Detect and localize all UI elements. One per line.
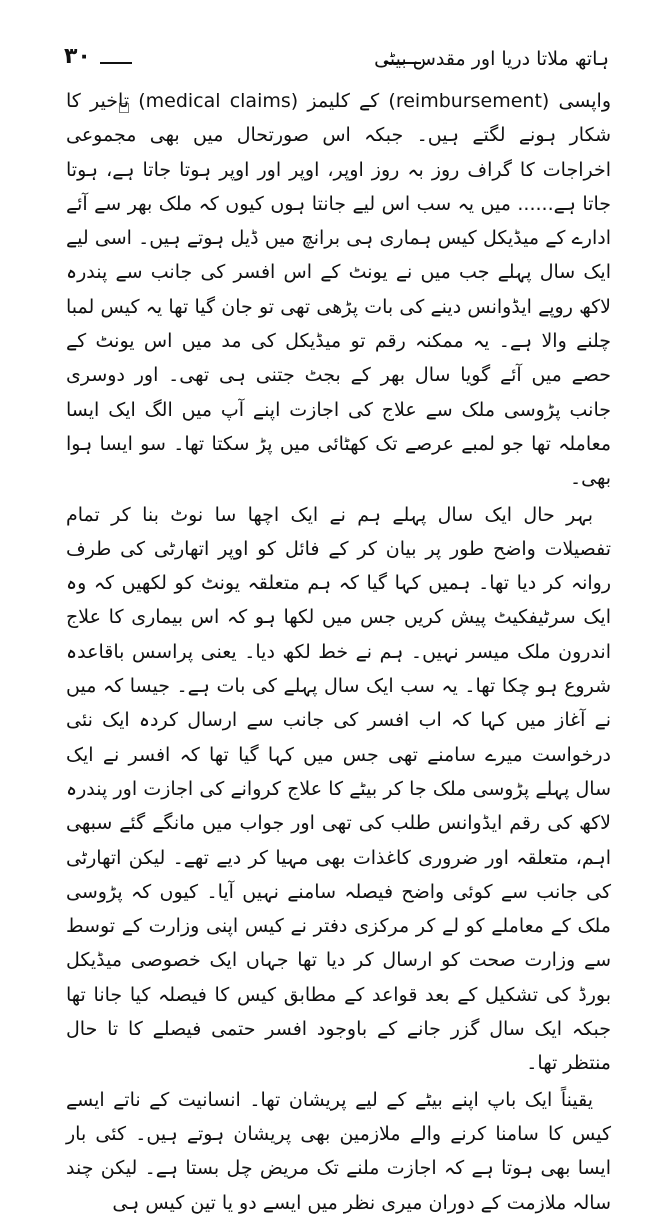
- book-title: ہاتھ ملاتا دریا اور مقدس بیٹی: [374, 48, 609, 70]
- running-header: [64, 44, 609, 78]
- paragraph: بہر حال ایک سال پہلے ہم نے ایک اچھا سا نوٹ بنا کر تمام تفصیلات واضح طور پر بیان کر کے فائل کو اوپر اتھارٹی کی طرف روانہ کر دیا تھا۔ ہمیں کہا گیا کہ ہم متعلقہ یونٹ کو لکھیں کہ وہ ایک سرٹیفکیٹ پیش کریں جس میں لکھا ہو کہ اس بیماری کا علاج اندرون ملک میسر نہیں۔ ہم نے خط لکھ دیا۔ یعنی پراسس باقاعدہ شروع ہو چکا تھا۔ یہ سب ایک سال پہلے کی بات ہے۔ جیسا کہ میں نے آغاز میں کہا کہ اب افسر کی جانب سے ارسال کردہ ایک نئی درخواست میرے سامنے تھی جس میں کہا گیا تھا کہ افسر نے ایک سال پہلے پڑوسی ملک جا کر بیٹے کا علاج کروانے کی اجازت اور پندرہ لاکھ کی رقم ایڈوانس طلب کی تھی اور جواب میں مانگے گئے سبھی اہم، متعلقہ اور ضروری کاغذات بھی مہیا کر دیے تھے۔ لیکن اتھارٹی کی جانب سے کوئی واضح فیصلہ سامنے نہیں آیا۔ کیوں کہ پڑوسی ملک کے معاملے کو لے کر مرکزی دفتر نے کیس اپنی وزارت کے توسط سے وزارت صحت کو ارسال کر دیا تھا جہاں ایک خصوصی میڈیکل بورڈ کی تشکیل کے بعد قواعد کے مطابق کیس کا فیصلہ کیا جانا تھا جبکہ ایک سال گزر جانے کے باوجود افسر حتمی فیصلے کا تا حال منتظر تھا۔: [66, 503, 611, 1075]
- page-number: ۳۰: [64, 44, 91, 69]
- paragraph: یقیناً ایک باپ اپنے بیٹے کے لیے پریشان تھا۔ انسانیت کے ناتے ایسے کیس کا سامنا کرنے والے ملازمین بھی پریشان ہوتے ہیں۔ کئی بار ایسا بھی ہوتا ہے کہ اجازت ملنے تک مریض چل بستا ہے۔ لیکن چند سالہ ملازمت کے دوران میری نظر میں ایسے دو یا تین کیس ہی: [66, 1088, 611, 1214]
- page-number-rule: [100, 62, 132, 64]
- body-text: [66, 84, 611, 1220]
- paragraph: واپسی (reimbursement) کے کلیمز (medical claims) تاخیر کا شکار ہونے لگتے ہیں۔ جبکہ اس صورتحال میں بھی مجموعی اخراجات کا گراف روز بہ روز اوپر، اوپر اور اوپر ہوتا جاتا ہے، ہوتا جاتا ہے...... میں یہ سب اس لیے جانتا ہوں کیوں کہ ملک بھر سے آئے ادارے کے میڈیکل کیس ہماری ہی برانچ میں ڈیل ہوتے ہیں۔ اسی لیے ایک سال پہلے جب میں نے یونٹ کے اس افسر کی جانب سے پندرہ لاکھ روپے ایڈوانس دینے کی بات پڑھی تھی تو جان گیا تھا یہ کیس لمبا چلنے والا ہے۔ یہ ممکنہ رقم تو میڈیکل کی مد میں اس یونٹ کے حصے میں آئے گویا سال بھر کے بجٹ جتنی ہی تھی۔ اور دوسری جانب پڑوسی ملک سے علاج کی اجازت اپنے آپ میں الگ ایک ایسا معاملہ تھا جو لمبے عرصے تک کھٹائی میں پڑ سکتا تھا۔ سو ایسا ہوا بھی۔: [66, 90, 612, 490]
- header-rule: [385, 62, 421, 64]
